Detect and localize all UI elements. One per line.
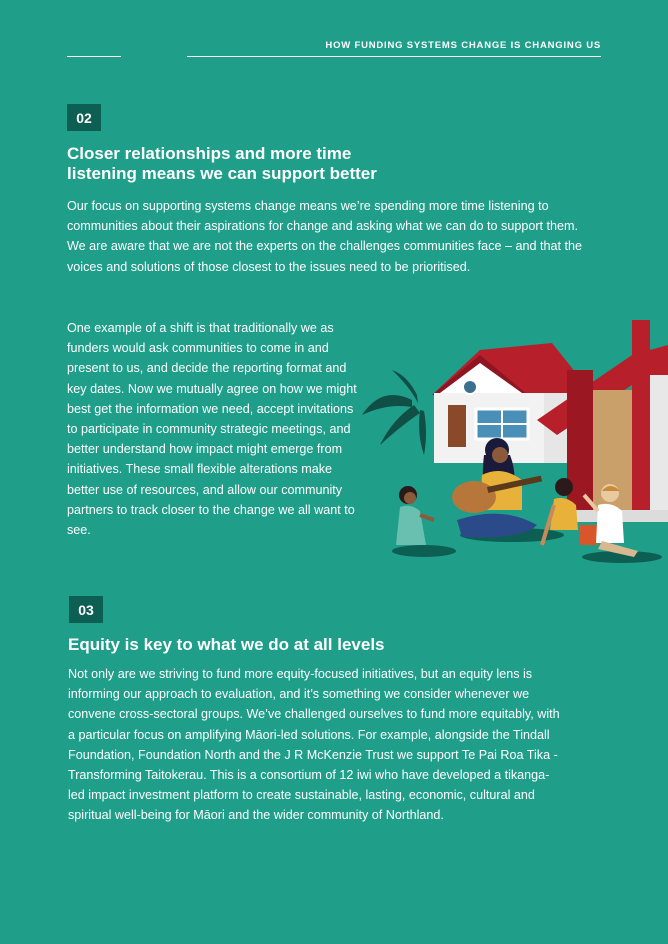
body-paragraph: One example of a shift is that traditionally we as funders would ask communities to come in and present to us, and decide the reporting format and key dates. Now we mutually agree on how we might best get the information we need, accept invitations to participate in community strategic meetings, and better understand how impact might emerge from initiatives. These small flexible alterations make better use of resources, and allow our community partners to track closer to the change we all want to see. <box>67 321 357 538</box>
header-divider <box>67 56 601 57</box>
heading-line: Closer relationships and more time <box>67 144 352 163</box>
body-paragraph: Not only are we striving to fund more equity-focused initiatives, but an equity lens is informing our approach to evaluation, and it’s something we consider whenever we convene cross-sectoral groups. We’ve challenged ourselves to fund more equitably, with a particular focus on amplifying Māori-led solutions. For example, alongside the Tindall Foundation, Foundation North and the J R McKenzie Trust we support Te Pai Roa Tika - Transforming Taitokerau. This is a consortium of 12 iwi who have developed a tikanga-led impact investment platform to create sustainable, lasting, economic, cultural and spiritual well-being for Māori and the wider community of Northland. <box>68 667 560 823</box>
child-icon <box>396 486 434 545</box>
running-title: HOW FUNDING SYSTEMS CHANGE IS CHANGING US <box>325 40 601 51</box>
palm-leaves-icon <box>362 370 426 455</box>
section-heading <box>67 144 487 184</box>
section-heading: Equity is key to what we do at all levels <box>68 635 385 654</box>
heading-line: listening means we can support better <box>67 164 377 183</box>
community-gathering-house-illustration <box>362 315 668 565</box>
body-paragraph: Our focus on supporting systems change means we’re spending more time listening to communities about their aspirations for change and asking what we can do to support them. We are aware that we are not the experts on the challenges communities face – and that the voices and solutions of those closest to the issues need to be prioritised. <box>67 199 583 274</box>
section-number-badge: 03 <box>69 596 103 623</box>
section-number-badge: 02 <box>67 104 101 131</box>
